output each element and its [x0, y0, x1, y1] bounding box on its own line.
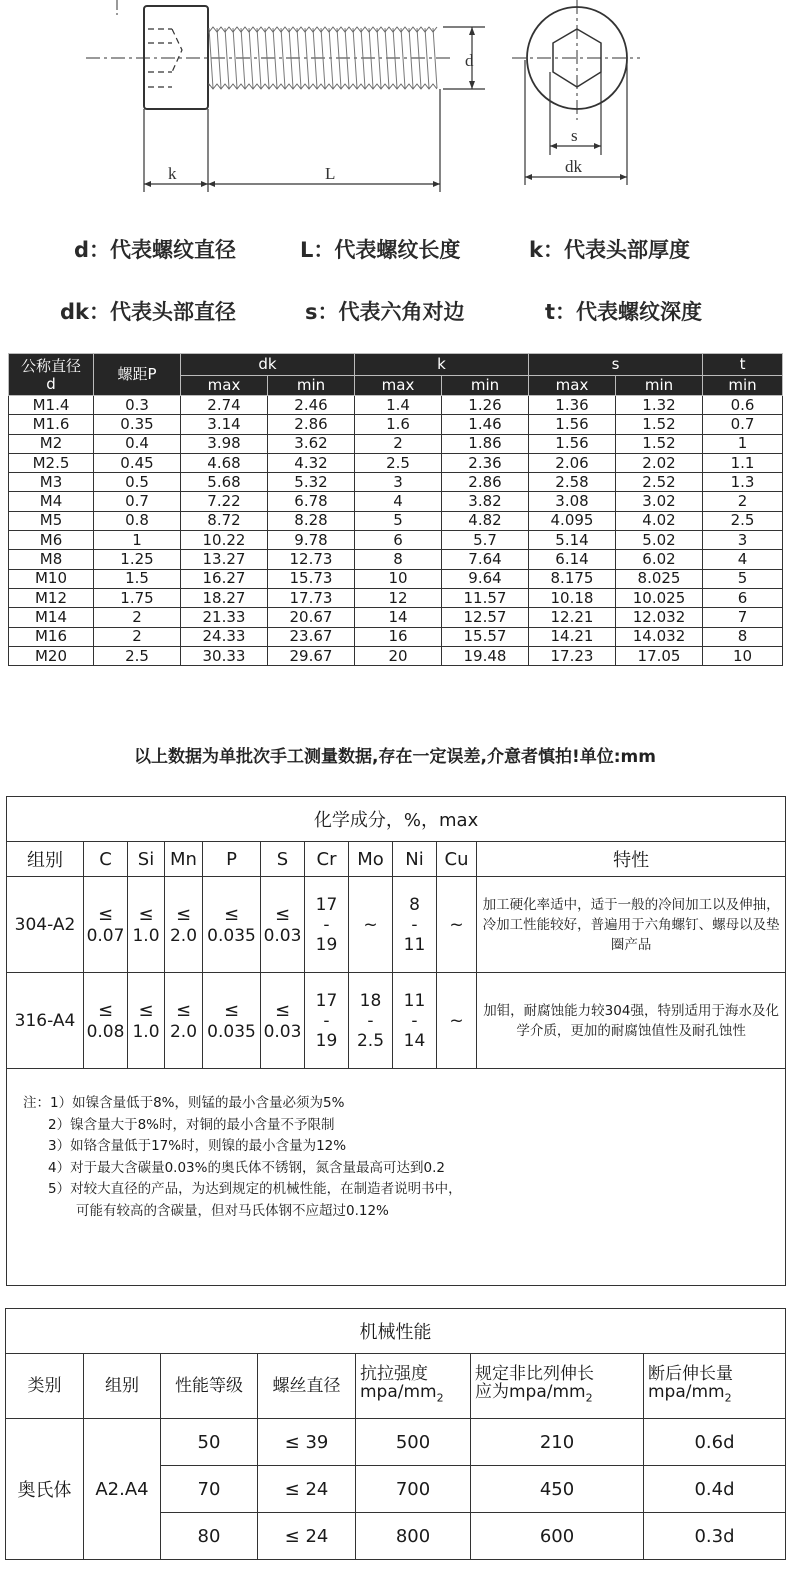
cell-t-min: 1.1	[703, 453, 783, 472]
cell-dk-min: 20.67	[268, 608, 355, 627]
cell-si	[128, 877, 165, 973]
cell-dk-min: 5.32	[268, 473, 355, 492]
header-k: k	[355, 354, 529, 376]
yield-label: 规定非比列伸长	[475, 1363, 594, 1384]
max-value: 0.035	[207, 1021, 256, 1042]
cell-dk-max: 10.22	[181, 531, 268, 550]
chem-header-3: Mn	[165, 842, 203, 877]
less-equal-symbol: ≤	[97, 999, 114, 1021]
elongation-cell: 0.4d	[644, 1466, 786, 1513]
cell-t-min: 0.7	[703, 415, 783, 434]
group-cell: 304-A2	[7, 877, 84, 973]
cell-s-min: 4.02	[616, 511, 703, 530]
less-equal-symbol: ≤	[223, 903, 240, 925]
cell-k-max: 14	[355, 608, 442, 627]
range-sep: -	[323, 914, 330, 935]
legend-d: d：代表螺纹直径	[74, 238, 237, 262]
cell-dk-max: 8.72	[181, 511, 268, 530]
cell-dk-min: 29.67	[268, 646, 355, 665]
cell-k-max: 2	[355, 434, 442, 453]
chem-header-7: Mo	[349, 842, 393, 877]
header-tensile-strength	[356, 1354, 471, 1419]
chemical-notes	[7, 1069, 786, 1286]
cell-dk-max: 18.27	[181, 588, 268, 607]
cell-k-max: 8	[355, 550, 442, 569]
header-dk: dk	[181, 354, 355, 376]
cell-pitch: 1.25	[94, 550, 181, 569]
range-sep: -	[411, 1010, 418, 1031]
tensile-cell: 500	[356, 1419, 471, 1466]
legend-t: t：代表螺纹深度	[545, 300, 703, 324]
cell-s	[261, 973, 305, 1069]
cell-k-max: 10	[355, 569, 442, 588]
cell-p	[203, 877, 261, 973]
range-from: 17	[315, 894, 338, 915]
cell-dk-max: 4.68	[181, 453, 268, 472]
cell-mo	[349, 973, 393, 1069]
cell-pitch: 0.45	[94, 453, 181, 472]
cell-t-min: 10	[703, 646, 783, 665]
cell-s-max: 17.23	[529, 646, 616, 665]
cell-nominal-d: M14	[9, 608, 94, 627]
cell-s-min: 6.02	[616, 550, 703, 569]
table-row	[7, 877, 786, 973]
cell-s-min: 5.02	[616, 531, 703, 550]
cell-t-min: 6	[703, 588, 783, 607]
label-dk: dk	[565, 157, 582, 176]
group-cell: 316-A4	[7, 973, 84, 1069]
chem-header-10: 特性	[477, 842, 786, 877]
cell-k-max: 1.6	[355, 415, 442, 434]
cell-pitch: 2	[94, 627, 181, 646]
range-to: 11	[403, 934, 426, 955]
grade-cell: 70	[161, 1466, 258, 1513]
header-s-max: max	[529, 376, 616, 396]
cell-nominal-d: M8	[9, 550, 94, 569]
cell-dk-min: 23.67	[268, 627, 355, 646]
cell-dk-max: 21.33	[181, 608, 268, 627]
max-value: 1.0	[132, 925, 160, 946]
cell-s-max: 14.21	[529, 627, 616, 646]
cell-s-min: 14.032	[616, 627, 703, 646]
range-to: 19	[315, 1030, 338, 1051]
mechanical-table-title: 机械性能	[6, 1309, 786, 1354]
cell-t-min: 2	[703, 492, 783, 511]
header-dk-max: max	[181, 376, 268, 396]
table-row	[9, 646, 783, 665]
cell-k-min: 19.48	[442, 646, 529, 665]
cell-dk-min: 2.46	[268, 396, 355, 415]
chem-header-1: C	[84, 842, 128, 877]
cell-nominal-d: M6	[9, 531, 94, 550]
cell-k-min: 15.57	[442, 627, 529, 646]
cell-mn	[165, 973, 203, 1069]
cell-pitch: 0.3	[94, 396, 181, 415]
cell-k-max: 20	[355, 646, 442, 665]
chem-header-2: Si	[128, 842, 165, 877]
cell-k-min: 12.57	[442, 608, 529, 627]
cell-pitch: 1	[94, 531, 181, 550]
cell-s-min: 8.025	[616, 569, 703, 588]
diameter-cell: ≤ 24	[258, 1466, 356, 1513]
diameter-cell: ≤ 24	[258, 1513, 356, 1560]
table-row	[9, 588, 783, 607]
cell-t-min: 7	[703, 608, 783, 627]
cell-s-max: 10.18	[529, 588, 616, 607]
cell-t-min: 4	[703, 550, 783, 569]
tensile-label: 抗拉强度	[360, 1363, 428, 1384]
chemical-composition-table	[6, 796, 786, 1286]
legend-s: s：代表六角对边	[305, 300, 465, 324]
cell-dk-min: 6.78	[268, 492, 355, 511]
cell-k-min: 3.82	[442, 492, 529, 511]
header-k-max: max	[355, 376, 442, 396]
group-cell: A2.A4	[84, 1419, 161, 1560]
range-to: 2.5	[356, 1030, 385, 1051]
cell-s-min: 2.52	[616, 473, 703, 492]
cell-k-min: 1.26	[442, 396, 529, 415]
cell-k-max: 5	[355, 511, 442, 530]
cell-s-min: 1.52	[616, 415, 703, 434]
cell-nominal-d: M16	[9, 627, 94, 646]
cell-pitch: 0.4	[94, 434, 181, 453]
grade-cell: 80	[161, 1513, 258, 1560]
cell-dk-min: 12.73	[268, 550, 355, 569]
cell-s-min: 1.32	[616, 396, 703, 415]
chem-header-0: 组别	[7, 842, 84, 877]
legend-dk: dk：代表头部直径	[60, 300, 236, 324]
yield-cell: 210	[471, 1419, 644, 1466]
cell-k-max: 12	[355, 588, 442, 607]
range-to: 19	[315, 934, 338, 955]
elongation-label: 断后伸长量	[648, 1363, 733, 1384]
legend-L: L：代表螺纹长度	[300, 238, 461, 262]
header-category: 类别	[6, 1354, 84, 1419]
range-from: 17	[315, 990, 338, 1011]
max-value: 0.03	[263, 1021, 302, 1042]
cell-k-min: 4.82	[442, 511, 529, 530]
max-value: 0.03	[263, 925, 302, 946]
cell-ni	[393, 973, 437, 1069]
cell-dk-max: 3.98	[181, 434, 268, 453]
legend-row-1	[0, 234, 790, 274]
range-from: 11	[403, 990, 426, 1011]
elongation-unit: mpa/$mm_2$	[648, 1381, 732, 1405]
cell-dk-max: 13.27	[181, 550, 268, 569]
cell-s-min: 1.52	[616, 434, 703, 453]
cell-c	[84, 973, 128, 1069]
cell-t-min: 1	[703, 434, 783, 453]
range-sep: -	[411, 914, 418, 935]
table-row	[9, 434, 783, 453]
cell-s-max: 2.06	[529, 453, 616, 472]
table-row	[9, 627, 783, 646]
yield-cell: 600	[471, 1513, 644, 1560]
cell-cr	[305, 877, 349, 973]
cell-nominal-d: M3	[9, 473, 94, 492]
header-screw-diameter: 螺丝直径	[258, 1354, 356, 1419]
cell-nominal-d: M20	[9, 646, 94, 665]
cell-mo: ~	[349, 877, 393, 973]
note-3: 3）如铬含量低于17%时，则镍的最小含量为12%	[48, 1138, 347, 1154]
note-5: 5）对较大直径的产品，为达到规定的机械性能，在制造者说明书中，	[48, 1181, 462, 1197]
cell-dk-max: 5.68	[181, 473, 268, 492]
table-row	[9, 492, 783, 511]
cell-k-max: 1.4	[355, 396, 442, 415]
cell-pitch: 1.5	[94, 569, 181, 588]
elongation-cell: 0.3d	[644, 1513, 786, 1560]
tensile-unit: mpa/$mm_2$	[360, 1381, 444, 1405]
note-1: 注：1）如镍含量低于8%，则锰的最小含量必须为5%	[23, 1095, 345, 1111]
max-value: 2.0	[169, 1021, 198, 1042]
cell-k-max: 4	[355, 492, 442, 511]
cell-c	[84, 877, 128, 973]
cell-pitch: 2.5	[94, 646, 181, 665]
max-value: 0.035	[207, 925, 256, 946]
cell-dk-min: 17.73	[268, 588, 355, 607]
cell-s-min: 17.05	[616, 646, 703, 665]
table-row	[6, 1419, 786, 1466]
header-pitch: 螺距P	[94, 354, 181, 396]
max-value: 0.08	[86, 1021, 125, 1042]
table-row	[9, 550, 783, 569]
header-yield-strength	[471, 1354, 644, 1419]
cell-k-max: 6	[355, 531, 442, 550]
table-row	[9, 531, 783, 550]
table-row	[7, 973, 786, 1069]
less-equal-symbol: ≤	[274, 903, 291, 925]
cell-k-min: 2.86	[442, 473, 529, 492]
cell-si	[128, 973, 165, 1069]
cell-t-min: 0.6	[703, 396, 783, 415]
property-cell: 加钼，耐腐蚀能力较304强，特别适用于海水及化学介质，更加的耐腐蚀值性及耐孔蚀性	[477, 973, 786, 1069]
chem-header-6: Cr	[305, 842, 349, 877]
less-equal-symbol: ≤	[274, 999, 291, 1021]
cell-k-min: 7.64	[442, 550, 529, 569]
category-cell: 奥氏体	[6, 1419, 84, 1560]
table-row	[9, 511, 783, 530]
cell-s-max: 3.08	[529, 492, 616, 511]
cell-k-max: 3	[355, 473, 442, 492]
cell-t-min: 3	[703, 531, 783, 550]
less-equal-symbol: ≤	[175, 999, 192, 1021]
cell-dk-min: 8.28	[268, 511, 355, 530]
cell-k-min: 1.86	[442, 434, 529, 453]
cell-t-min: 2.5	[703, 511, 783, 530]
cell-k-min: 9.64	[442, 569, 529, 588]
elongation-cell: 0.6d	[644, 1419, 786, 1466]
chem-header-9: Cu	[437, 842, 477, 877]
cell-s-max: 8.175	[529, 569, 616, 588]
header-nominal-diameter	[9, 354, 94, 396]
cell-dk-max: 24.33	[181, 627, 268, 646]
cell-k-max: 2.5	[355, 453, 442, 472]
cell-s-max: 4.095	[529, 511, 616, 530]
range-from: 18	[359, 990, 382, 1011]
table-row	[9, 396, 783, 415]
header-nominal-line2: d	[46, 374, 56, 393]
legend-k: k：代表头部厚度	[529, 238, 690, 262]
cell-dk-max: 7.22	[181, 492, 268, 511]
max-value: 2.0	[169, 925, 198, 946]
cell-pitch: 0.8	[94, 511, 181, 530]
cell-s	[261, 877, 305, 973]
chem-header-8: Ni	[393, 842, 437, 877]
cell-k-min: 1.46	[442, 415, 529, 434]
header-nominal-line1: 公称直径	[20, 356, 81, 375]
cell-s-min: 12.032	[616, 608, 703, 627]
mechanical-properties-table	[5, 1308, 786, 1560]
cell-nominal-d: M12	[9, 588, 94, 607]
cell-pitch: 1.75	[94, 588, 181, 607]
header-dk-min: min	[268, 376, 355, 396]
cell-nominal-d: M2	[9, 434, 94, 453]
cell-dk-min: 2.86	[268, 415, 355, 434]
cell-dk-max: 30.33	[181, 646, 268, 665]
range-from: 8	[409, 894, 420, 915]
cell-nominal-d: M1.4	[9, 396, 94, 415]
tensile-cell: 800	[356, 1513, 471, 1560]
cell-s-min: 2.02	[616, 453, 703, 472]
cell-dk-max: 2.74	[181, 396, 268, 415]
table-row	[9, 473, 783, 492]
cell-ni	[393, 877, 437, 973]
cell-s-max: 1.56	[529, 415, 616, 434]
chem-header-4: P	[203, 842, 261, 877]
cell-k-min: 2.36	[442, 453, 529, 472]
cell-nominal-d: M4	[9, 492, 94, 511]
cell-s-max: 2.58	[529, 473, 616, 492]
max-value: 1.0	[132, 1021, 160, 1042]
less-equal-symbol: ≤	[223, 999, 240, 1021]
header-k-min: min	[442, 376, 529, 396]
grade-cell: 50	[161, 1419, 258, 1466]
cell-pitch: 0.35	[94, 415, 181, 434]
cell-pitch: 2	[94, 608, 181, 627]
diameter-cell: ≤ 39	[258, 1419, 356, 1466]
table-row	[9, 608, 783, 627]
header-s: s	[529, 354, 703, 376]
header-t: t	[703, 354, 783, 376]
cell-nominal-d: M5	[9, 511, 94, 530]
dimension-table	[8, 353, 783, 666]
header-elongation	[644, 1354, 786, 1419]
header-s-min: min	[616, 376, 703, 396]
cell-t-min: 1.3	[703, 473, 783, 492]
cell-t-min: 8	[703, 627, 783, 646]
label-d: d	[465, 51, 474, 70]
chem-header-5: S	[261, 842, 305, 877]
cell-nominal-d: M10	[9, 569, 94, 588]
screw-thread	[209, 27, 437, 89]
label-s: s	[571, 126, 578, 145]
cell-nominal-d: M2.5	[9, 453, 94, 472]
cell-p	[203, 973, 261, 1069]
cell-mn	[165, 877, 203, 973]
header-grade: 性能等级	[161, 1354, 258, 1419]
max-value: 0.07	[86, 925, 125, 946]
less-equal-symbol: ≤	[175, 903, 192, 925]
cell-s-max: 6.14	[529, 550, 616, 569]
table-row	[9, 453, 783, 472]
cell-pitch: 0.7	[94, 492, 181, 511]
table-row	[9, 415, 783, 434]
cell-s-max: 1.36	[529, 396, 616, 415]
cell-s-min: 3.02	[616, 492, 703, 511]
less-equal-symbol: ≤	[138, 999, 154, 1021]
label-L: L	[325, 164, 336, 183]
cell-nominal-d: M1.6	[9, 415, 94, 434]
note-2: 2）镍含量大于8%时，对铜的最小含量不予限制	[48, 1116, 335, 1133]
range-sep: -	[323, 1010, 330, 1031]
note-4: 4）对于最大含碳量0.03%的奥氏体不锈钢，氮含量最高可达到0.2	[48, 1159, 445, 1176]
cell-dk-min: 3.62	[268, 434, 355, 453]
screw-dimension-diagram	[0, 0, 790, 200]
yield-cell: 450	[471, 1466, 644, 1513]
cell-dk-max: 16.27	[181, 569, 268, 588]
cell-k-min: 5.7	[442, 531, 529, 550]
chemical-table-title: 化学成分，%，max	[7, 797, 786, 842]
legend-row-2	[0, 296, 790, 336]
header-t-min: min	[703, 376, 783, 396]
cell-k-max: 16	[355, 627, 442, 646]
cell-pitch: 0.5	[94, 473, 181, 492]
less-equal-symbol: ≤	[97, 903, 114, 925]
table-row	[9, 569, 783, 588]
note-5-continued: 可能有较高的含碳量，但对马氏体钢不应超过0.12%	[76, 1202, 389, 1219]
cell-s-min: 10.025	[616, 588, 703, 607]
label-k: k	[168, 164, 177, 183]
cell-dk-min: 15.73	[268, 569, 355, 588]
cell-k-min: 11.57	[442, 588, 529, 607]
tensile-cell: 700	[356, 1466, 471, 1513]
yield-unit: 应为mpa/$mm_2$	[475, 1381, 593, 1405]
cell-s-max: 12.21	[529, 608, 616, 627]
cell-dk-min: 9.78	[268, 531, 355, 550]
measurement-disclaimer: 以上数据为单批次手工测量数据,存在一定误差,介意者慎拍!单位:mm	[134, 747, 656, 767]
cell-s-max: 5.14	[529, 531, 616, 550]
header-group: 组别	[84, 1354, 161, 1419]
range-to: 14	[403, 1030, 426, 1051]
range-sep: -	[367, 1010, 374, 1031]
less-equal-symbol: ≤	[138, 903, 154, 925]
cell-cu: ~	[437, 877, 477, 973]
cell-t-min: 5	[703, 569, 783, 588]
cell-s-max: 1.56	[529, 434, 616, 453]
cell-dk-min: 4.32	[268, 453, 355, 472]
cell-cr	[305, 973, 349, 1069]
cell-cu: ~	[437, 973, 477, 1069]
property-cell: 加工硬化率适中，适于一般的冷间加工以及伸抽，冷加工性能较好，普遍用于六角螺钉、螺母以及垫圈产品	[477, 877, 786, 973]
cell-dk-max: 3.14	[181, 415, 268, 434]
